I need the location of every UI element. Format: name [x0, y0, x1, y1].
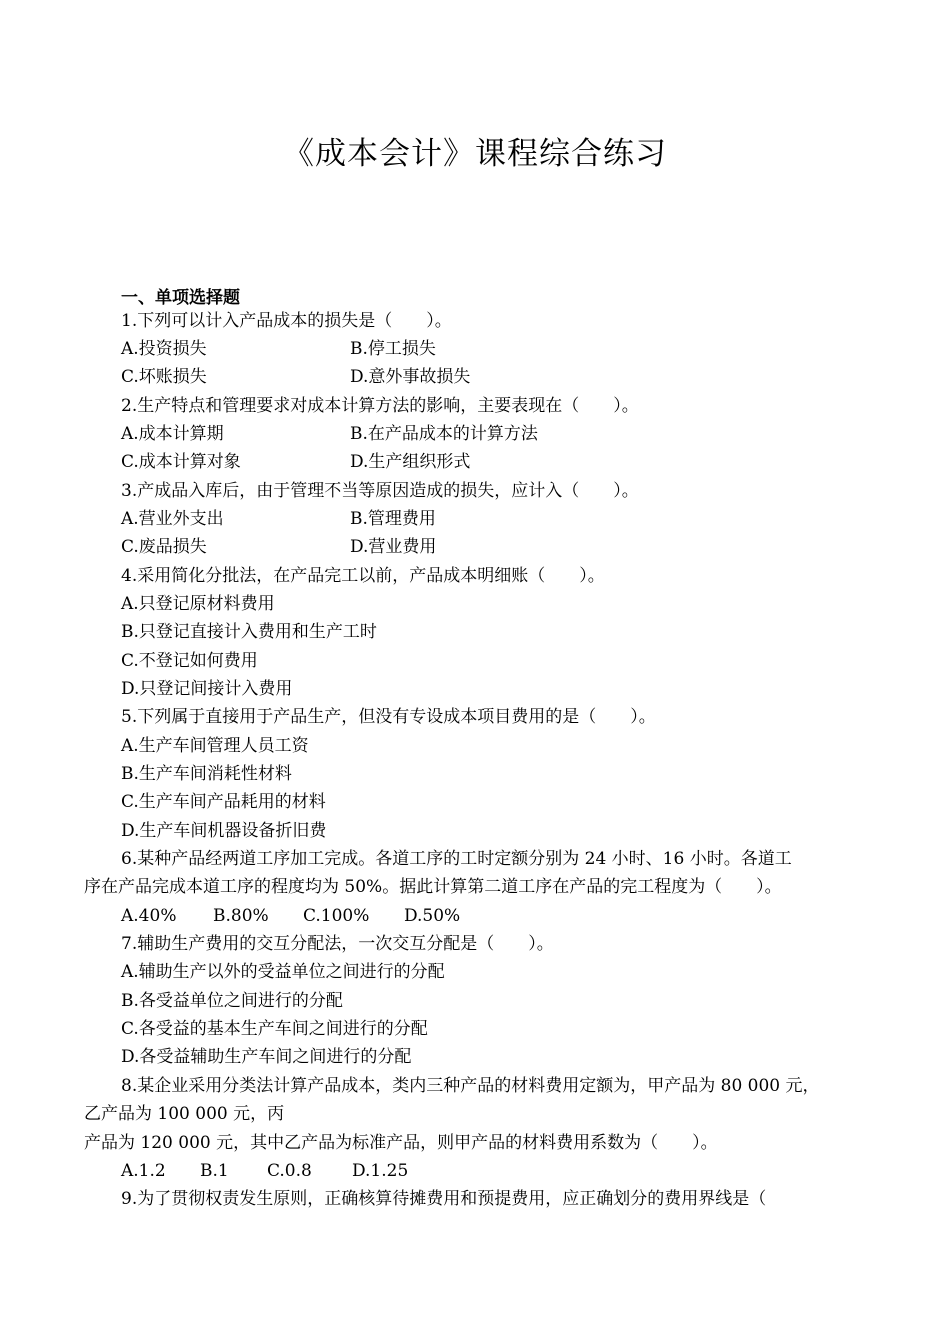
question-3-option-c: C.废品损失 — [121, 537, 207, 557]
question-6-option-d: D.50% — [404, 906, 461, 926]
question-5-option-c: C.生产车间产品耗用的材料 — [121, 792, 326, 812]
question-4-option-a: A.只登记原材料费用 — [121, 594, 275, 614]
question-5-option-d: D.生产车间机器设备折旧费 — [121, 821, 327, 841]
question-5-option-a: A.生产车间管理人员工资 — [121, 736, 309, 756]
section-heading: 一、单项选择题 — [121, 288, 240, 308]
question-3-option-d: D.营业费用 — [350, 537, 437, 557]
question-1-option-a: A.投资损失 — [121, 339, 207, 359]
question-8-stem-line-1: 8.某企业采用分类法计算产品成本，类内三种产品的材料费用定额为，甲产品为 80 000 元， — [121, 1076, 820, 1096]
question-7-option-d: D.各受益辅助生产车间之间进行的分配 — [121, 1047, 412, 1067]
question-6-option-a: A.40% — [121, 906, 177, 926]
question-2-option-d: D.生产组织形式 — [350, 452, 471, 472]
question-5-option-b: B.生产车间消耗性材料 — [121, 764, 292, 784]
question-2-option-b: B.在产品成本的计算方法 — [350, 424, 538, 444]
question-7-option-c: C.各受益的基本生产车间之间进行的分配 — [121, 1019, 428, 1039]
question-6-option-c: C.100% — [303, 906, 370, 926]
question-8-stem-line-3: 产品为 120 000 元，其中乙产品为标准产品，则甲产品的材料费用系数为（ ）。 — [84, 1133, 718, 1153]
question-2-option-c: C.成本计算对象 — [121, 452, 241, 472]
question-2-stem: 2.生产特点和管理要求对成本计算方法的影响，主要表现在（ ）。 — [121, 396, 639, 416]
question-7-option-b: B.各受益单位之间进行的分配 — [121, 991, 343, 1011]
page-title: 《成本会计》课程综合练习 — [283, 136, 667, 172]
question-5-stem: 5.下列属于直接用于产品生产，但没有专设成本项目费用的是（ ）。 — [121, 707, 656, 727]
question-2-option-a: A.成本计算期 — [121, 424, 224, 444]
question-4-option-b: B.只登记直接计入费用和生产工时 — [121, 622, 377, 642]
question-1-option-b: B.停工损失 — [350, 339, 436, 359]
question-8-option-d: D.1.25 — [352, 1161, 409, 1181]
question-1-option-d: D.意外事故损失 — [350, 367, 471, 387]
question-3-option-a: A.营业外支出 — [121, 509, 224, 529]
question-8-option-c: C.0.8 — [267, 1161, 312, 1181]
question-1-option-c: C.坏账损失 — [121, 367, 207, 387]
question-6-option-b: B.80% — [213, 906, 269, 926]
question-4-option-d: D.只登记间接计入费用 — [121, 679, 293, 699]
question-4-stem: 4.采用简化分批法，在产品完工以前，产品成本明细账（ ）。 — [121, 566, 605, 586]
question-6-stem-line-2: 序在产品完成本道工序的程度均为 50%。据此计算第二道工序在产品的完工程度为（ ）。 — [84, 877, 782, 897]
question-9-stem: 9.为了贯彻权责发生原则，正确核算待摊费用和预提费用，应正确划分的费用界线是（ — [121, 1189, 767, 1209]
question-8-stem-line-2: 乙产品为 100 000 元，丙 — [84, 1104, 285, 1124]
question-3-option-b: B.管理费用 — [350, 509, 436, 529]
question-3-stem: 3.产成品入库后，由于管理不当等原因造成的损失，应计入（ ）。 — [121, 481, 639, 501]
question-7-stem: 7.辅助生产费用的交互分配法，一次交互分配是（ ）。 — [121, 934, 554, 954]
question-6-stem-line-1: 6.某种产品经两道工序加工完成。各道工序的工时定额分别为 24 小时、16 小时。各道工 — [121, 849, 792, 869]
question-7-option-a: A.辅助生产以外的受益单位之间进行的分配 — [121, 962, 445, 982]
question-4-option-c: C.不登记如何费用 — [121, 651, 258, 671]
question-1-stem: 1.下列可以计入产品成本的损失是（ ）。 — [121, 311, 452, 331]
question-8-option-b: B.1 — [200, 1161, 229, 1181]
question-8-option-a: A.1.2 — [121, 1161, 166, 1181]
